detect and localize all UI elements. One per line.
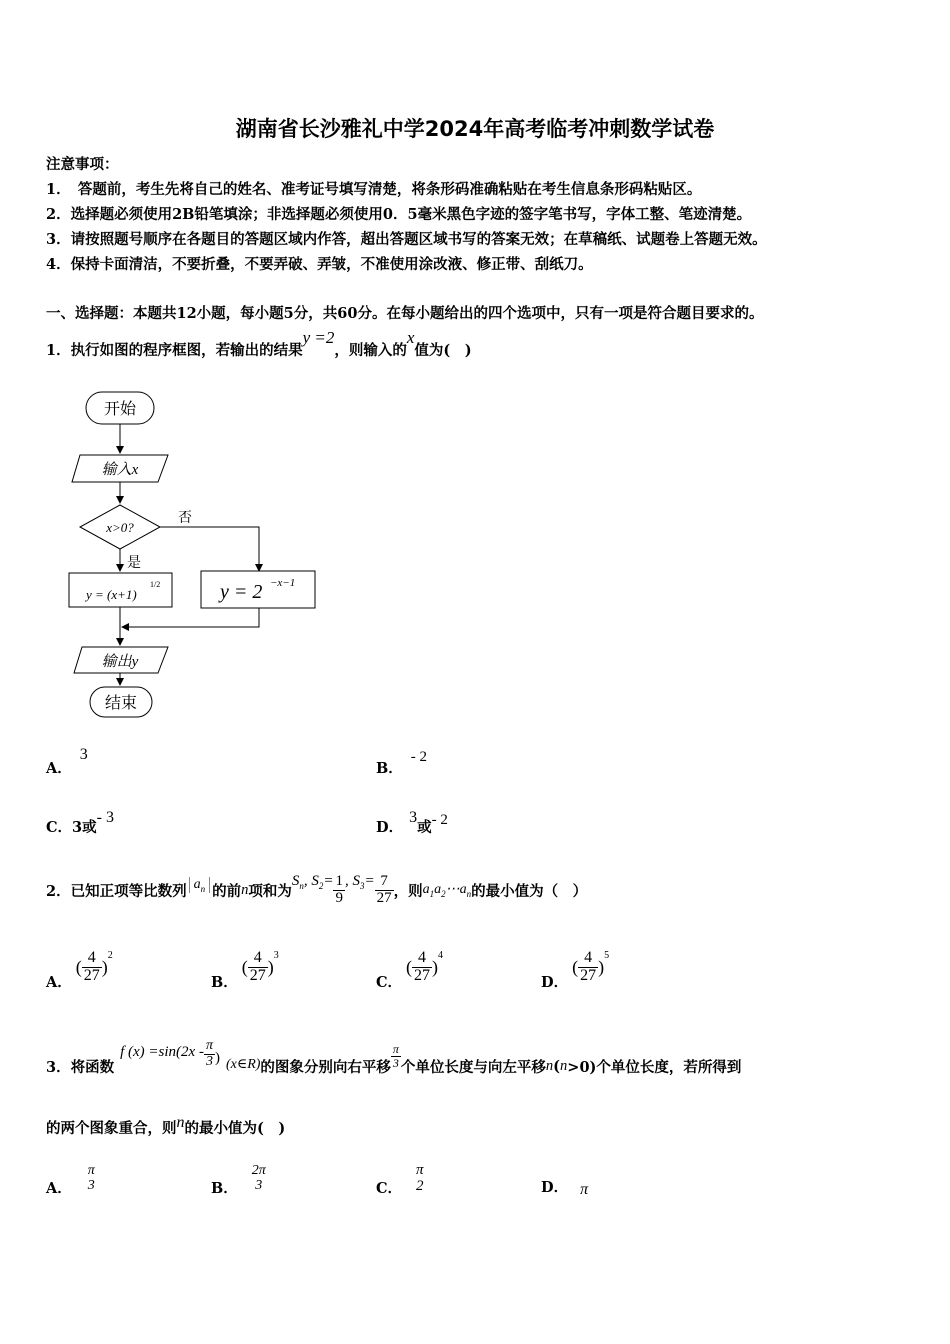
q1-option-a[interactable]	[46, 746, 88, 778]
option-den: 3	[255, 1178, 263, 1193]
q2-s-sub: n	[299, 881, 304, 891]
q3-option-d[interactable]	[541, 1176, 588, 1197]
q3-n: n	[545, 1057, 554, 1074]
question-3	[46, 1032, 741, 1076]
flow-input-label: 输入x	[101, 462, 139, 478]
q2-sequence	[189, 877, 211, 894]
q3-n2: n	[560, 1057, 568, 1074]
q1-var: x	[406, 328, 415, 347]
q3-line2-n: n	[176, 1114, 185, 1131]
q2-sums: $S_n$, $S_2=$	[291, 873, 334, 891]
flowchart	[60, 385, 330, 725]
flow-start-node	[86, 392, 154, 424]
q3-option-c[interactable]	[376, 1157, 426, 1201]
q2-option-d[interactable]: D． ( $\frac{4}{27}$ ) $^5$	[541, 948, 610, 991]
q1-option-d-or: 或	[417, 819, 432, 836]
q2-n: n	[241, 881, 249, 898]
q1-option-c-value: - 3	[96, 809, 114, 826]
option-fraction	[412, 950, 432, 985]
flow-right-box	[201, 571, 315, 608]
option-fraction	[248, 950, 268, 985]
q3-func-text: f (x) =sin(2x -	[120, 1043, 204, 1060]
q2-product: $a_1a_2\cdots a_n$	[422, 882, 472, 899]
q2-option-c[interactable]: C． ( $\frac{4}{27}$ ) $^4$	[376, 948, 444, 991]
q3-mid4: >0)个单位长度，若所得到	[567, 1058, 742, 1076]
notice-item-2: 2．选择题必须使用2B铅笔填涂；非选择题必须使用0．5毫米黑色字迹的签字笔书写，字体工整、笔迹清楚。	[46, 206, 752, 223]
option-den: 3	[87, 1178, 95, 1193]
q1-option-d-value-1: 3	[409, 809, 418, 826]
q3-shift-den: 3	[392, 1055, 399, 1070]
question-3-line-2	[46, 1114, 286, 1138]
q1-option-a-value: 3	[79, 746, 88, 763]
q1-option-d-value-2: - 2	[431, 812, 448, 828]
q3-option-b[interactable]	[211, 1157, 268, 1201]
flow-start-label: 开始	[103, 401, 137, 418]
option-num: π	[87, 1163, 95, 1179]
q1-suffix: 值为( )	[414, 342, 472, 359]
q3-mid2: 个单位长度与向左平移	[400, 1058, 546, 1076]
q2-fraction-1	[333, 874, 345, 907]
q2-eq-1: =	[323, 873, 334, 889]
q2-s-symbol: S	[291, 873, 300, 889]
flow-left-formula: y = (x+1)	[86, 587, 137, 602]
q3-func	[120, 1044, 204, 1061]
option-exp: 5	[604, 949, 610, 961]
option-den: 27	[414, 966, 431, 984]
flow-input-node	[72, 455, 168, 482]
q2-s3-symbol: , S	[344, 873, 360, 889]
option-label: C．	[376, 1179, 403, 1197]
option-fraction	[86, 1164, 97, 1193]
q1-mid: ，则输入的	[334, 342, 407, 359]
option-label: B．	[376, 760, 403, 777]
notice-item-1: 1． 答题前，考生先将自己的姓名、准考证号填写清楚，将条形码准确粘贴在考生信息条形码粘贴区。	[46, 181, 702, 198]
option-label: C．	[376, 973, 403, 991]
q2-f1-num: 1	[335, 872, 343, 889]
q2-eq-2: =	[364, 873, 375, 889]
option-exp: 3	[273, 949, 279, 961]
q2-seq-symbol: a	[193, 876, 201, 892]
option-label: C．3或	[46, 819, 97, 836]
flow-left-exponent: 1/2	[150, 580, 161, 589]
q3-option-a[interactable]	[46, 1157, 97, 1201]
option-fraction	[578, 950, 598, 985]
q3-prefix: 3．将函数	[46, 1058, 115, 1076]
question-2	[46, 870, 587, 910]
flow-right-formula: y = 2	[220, 581, 263, 603]
q2-mid2: 项和为	[248, 882, 292, 900]
q2-seq-sub: n	[200, 883, 206, 894]
flow-right-exponent: −x−1	[270, 577, 296, 589]
q2-s3: , $S_3=$	[344, 873, 375, 891]
option-label: D．	[541, 1179, 569, 1196]
q1-option-c[interactable]	[46, 809, 114, 837]
option-exp: 4	[438, 949, 444, 961]
q3-shift-fraction	[391, 1043, 401, 1069]
option-den: 2	[416, 1178, 424, 1194]
q2-f1-den: 9	[335, 889, 343, 906]
notice-item-3: 3．请按照题号顺序在各题目的答题区域内作答，超出答题区域书写的答案无效；在草稿纸、试题卷上答题无效。	[46, 231, 767, 248]
q2-option-a[interactable]: A． ( $\frac{4}{27}$ ) $^2$	[46, 948, 113, 991]
q3-func-tail: )	[214, 1049, 220, 1066]
q2-prod-tail: ⋯a	[445, 882, 467, 898]
q2-mid3: ，则	[393, 882, 423, 900]
q3-line2-a: 的两个图象重合，则	[46, 1120, 177, 1137]
q3-pi-den: 3	[205, 1053, 213, 1069]
option-den: 27	[249, 966, 266, 984]
section-heading: 一、选择题：本题共12小题，每小题5分，共60分。在每小题给出的四个选项中，只有一项是符合题目要求的。	[46, 305, 764, 322]
option-label: A．	[46, 973, 72, 991]
option-fraction	[82, 950, 102, 985]
q1-option-b-value: - 2	[410, 749, 428, 765]
q3-mid1: 的图象分别向右平移	[260, 1058, 391, 1076]
option-den: 27	[580, 966, 597, 984]
page-title: 湖南省长沙雅礼中学2024年高考临考冲刺数学试卷	[235, 117, 715, 141]
option-label: A．	[46, 760, 72, 777]
flow-end-label: 结束	[104, 695, 138, 712]
q2-mid1: 的前	[212, 882, 242, 900]
q3-pi-num: π	[205, 1037, 213, 1053]
q2-prefix: 2．已知正项等比数列	[46, 882, 187, 900]
q1-prefix: 1．执行如图的程序框图，若输出的结果	[46, 342, 303, 359]
q1-expr: y =2	[302, 328, 335, 347]
option-fraction	[250, 1164, 268, 1193]
option-num: 4	[412, 950, 432, 968]
q3-line2-b: 的最小值为( )	[184, 1120, 286, 1137]
q2-suffix: 的最小值为（ ）	[471, 882, 588, 900]
q2-f2-num: 7	[375, 874, 394, 891]
option-label: A．	[46, 1179, 72, 1197]
flow-output-node	[74, 647, 168, 673]
option-den: 27	[83, 966, 100, 984]
option-num: 4	[578, 950, 598, 968]
flow-yes-label: 是	[127, 556, 141, 571]
q1-option-b[interactable]	[376, 749, 428, 778]
q3-domain: (x∈R)	[225, 1056, 261, 1072]
option-num: π	[416, 1162, 424, 1179]
option-num: 4	[82, 950, 102, 968]
q2-f2-den: 27	[376, 889, 392, 906]
q2-prod-a: a	[422, 882, 430, 898]
flow-condition-label: x>0?	[106, 520, 134, 535]
notice-heading: 注意事项：	[46, 156, 119, 173]
q2-option-b[interactable]: B． ( $\frac{4}{27}$ ) $^3$	[211, 948, 279, 991]
q3-option-d-value: π	[580, 1181, 589, 1198]
flow-condition-node	[80, 505, 160, 549]
q1-option-d[interactable]	[376, 809, 448, 837]
option-num: 2π	[251, 1163, 266, 1179]
flow-left-box	[69, 573, 172, 607]
flow-no-label: 否	[178, 511, 192, 526]
flow-output-label: 输出y	[101, 654, 139, 670]
q3-pi-fraction	[204, 1039, 215, 1069]
q2-fraction-2	[375, 874, 394, 907]
notice-item-4: 4．保持卡面清洁，不要折叠，不要弄破、弄皱，不准使用涂改液、修正带、刮纸刀。	[46, 256, 593, 273]
q3-mid3: (	[553, 1057, 561, 1075]
option-num: 4	[248, 950, 268, 968]
question-1	[46, 328, 472, 360]
option-label: B．	[211, 1179, 238, 1197]
flow-end-node	[90, 687, 152, 717]
option-label: D．	[376, 819, 404, 836]
q2-s2-symbol: , S	[303, 873, 319, 889]
option-label: B．	[211, 973, 238, 991]
q3-shift-num: π	[392, 1041, 399, 1056]
option-exp: 2	[107, 949, 113, 961]
option-label: D．	[541, 973, 569, 991]
option-fraction	[414, 1163, 426, 1195]
